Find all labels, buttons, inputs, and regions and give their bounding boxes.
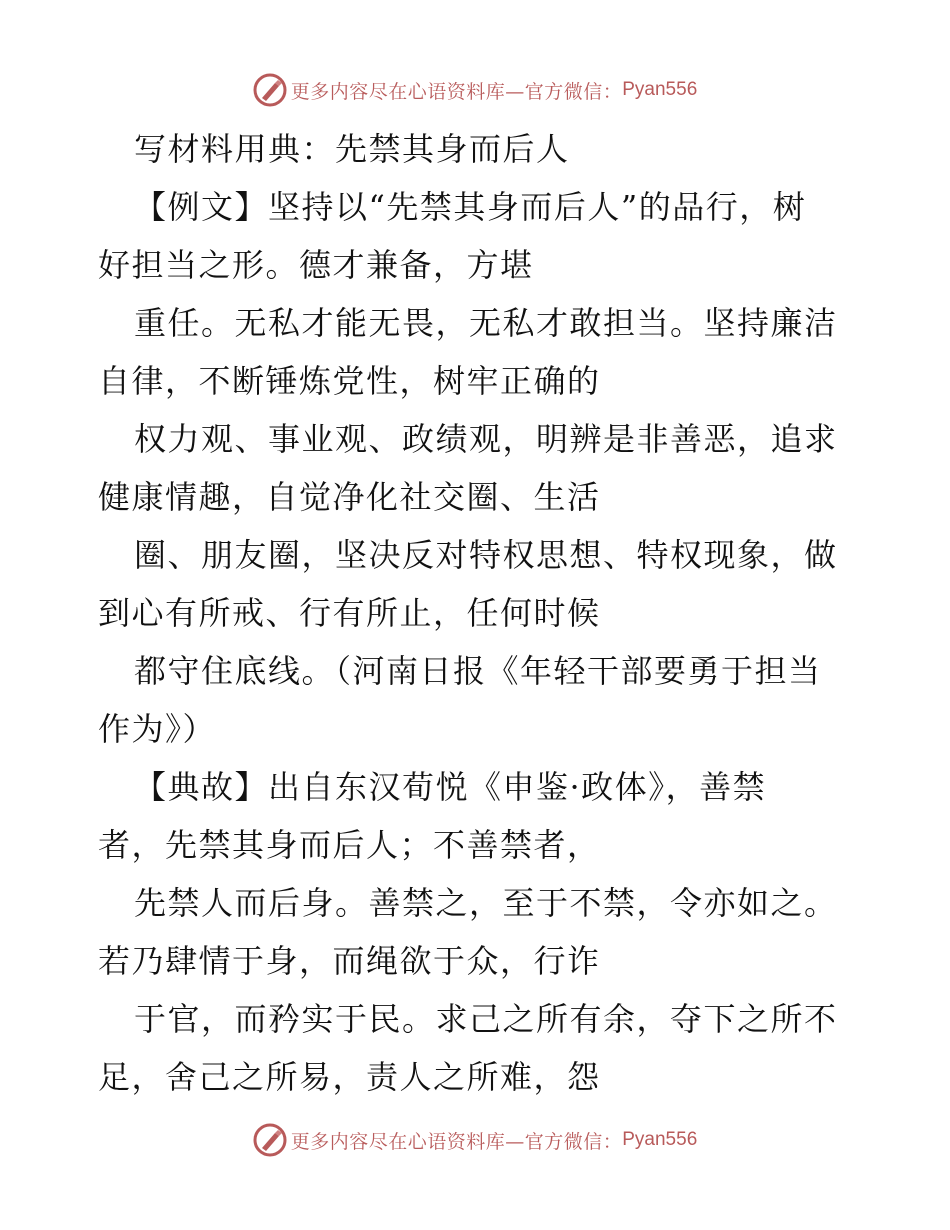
pen-logo-icon <box>253 73 287 107</box>
footer-watermark <box>0 1120 950 1160</box>
text-line: 于官，而矜实于民。求己之所有余，夺下之所不 <box>134 1000 838 1038</box>
text-line: 到心有所戒、行有所止，任何时候 <box>98 594 601 632</box>
text-line: 都守住底线。（河南日报《年轻干部要勇于担当 <box>134 652 822 690</box>
header-watermark <box>0 70 950 110</box>
watermark-wechat-id: Pyan556 <box>622 1129 698 1150</box>
text-line: 写材料用典：先禁其身而后人 <box>134 130 570 168</box>
text-line: 者，先禁其身而后人；不善禁者， <box>98 826 601 864</box>
document-body <box>98 120 858 1106</box>
text-line: 健康情趣，自觉净化社交圈、生活 <box>98 478 601 516</box>
watermark-text: 更多内容尽在心语资料库—官方微信： <box>290 80 623 103</box>
text-line: 【典故】出自东汉荀悦《申鉴·政体》，善禁 <box>134 768 767 806</box>
text-line: 权力观、事业观、政绩观，明辨是非善恶，追求 <box>134 420 838 458</box>
watermark-text: 更多内容尽在心语资料库—官方微信： <box>290 1130 623 1153</box>
text-line: 【例文】坚持以“先禁其身而后人”的品行，树 <box>134 188 807 226</box>
pen-logo-icon <box>253 1123 287 1157</box>
text-line: 作为》） <box>98 710 217 748</box>
text-line: 好担当之形。德才兼备，方堪 <box>98 246 534 284</box>
text-line: 先禁人而后身。善禁之，至于不禁，令亦如之。 <box>134 884 838 922</box>
text-line: 足，舍己之所易，责人之所难，怨 <box>98 1058 601 1096</box>
text-line: 若乃肆情于身，而绳欲于众，行诈 <box>98 942 601 980</box>
text-line: 自律，不断锤炼党性，树牢正确的 <box>98 362 601 400</box>
watermark-wechat-id: Pyan556 <box>622 79 698 100</box>
text-line: 重任。无私才能无畏，无私才敢担当。坚持廉洁 <box>134 304 838 342</box>
text-line: 圈、朋友圈，坚决反对特权思想、特权现象，做 <box>134 536 838 574</box>
